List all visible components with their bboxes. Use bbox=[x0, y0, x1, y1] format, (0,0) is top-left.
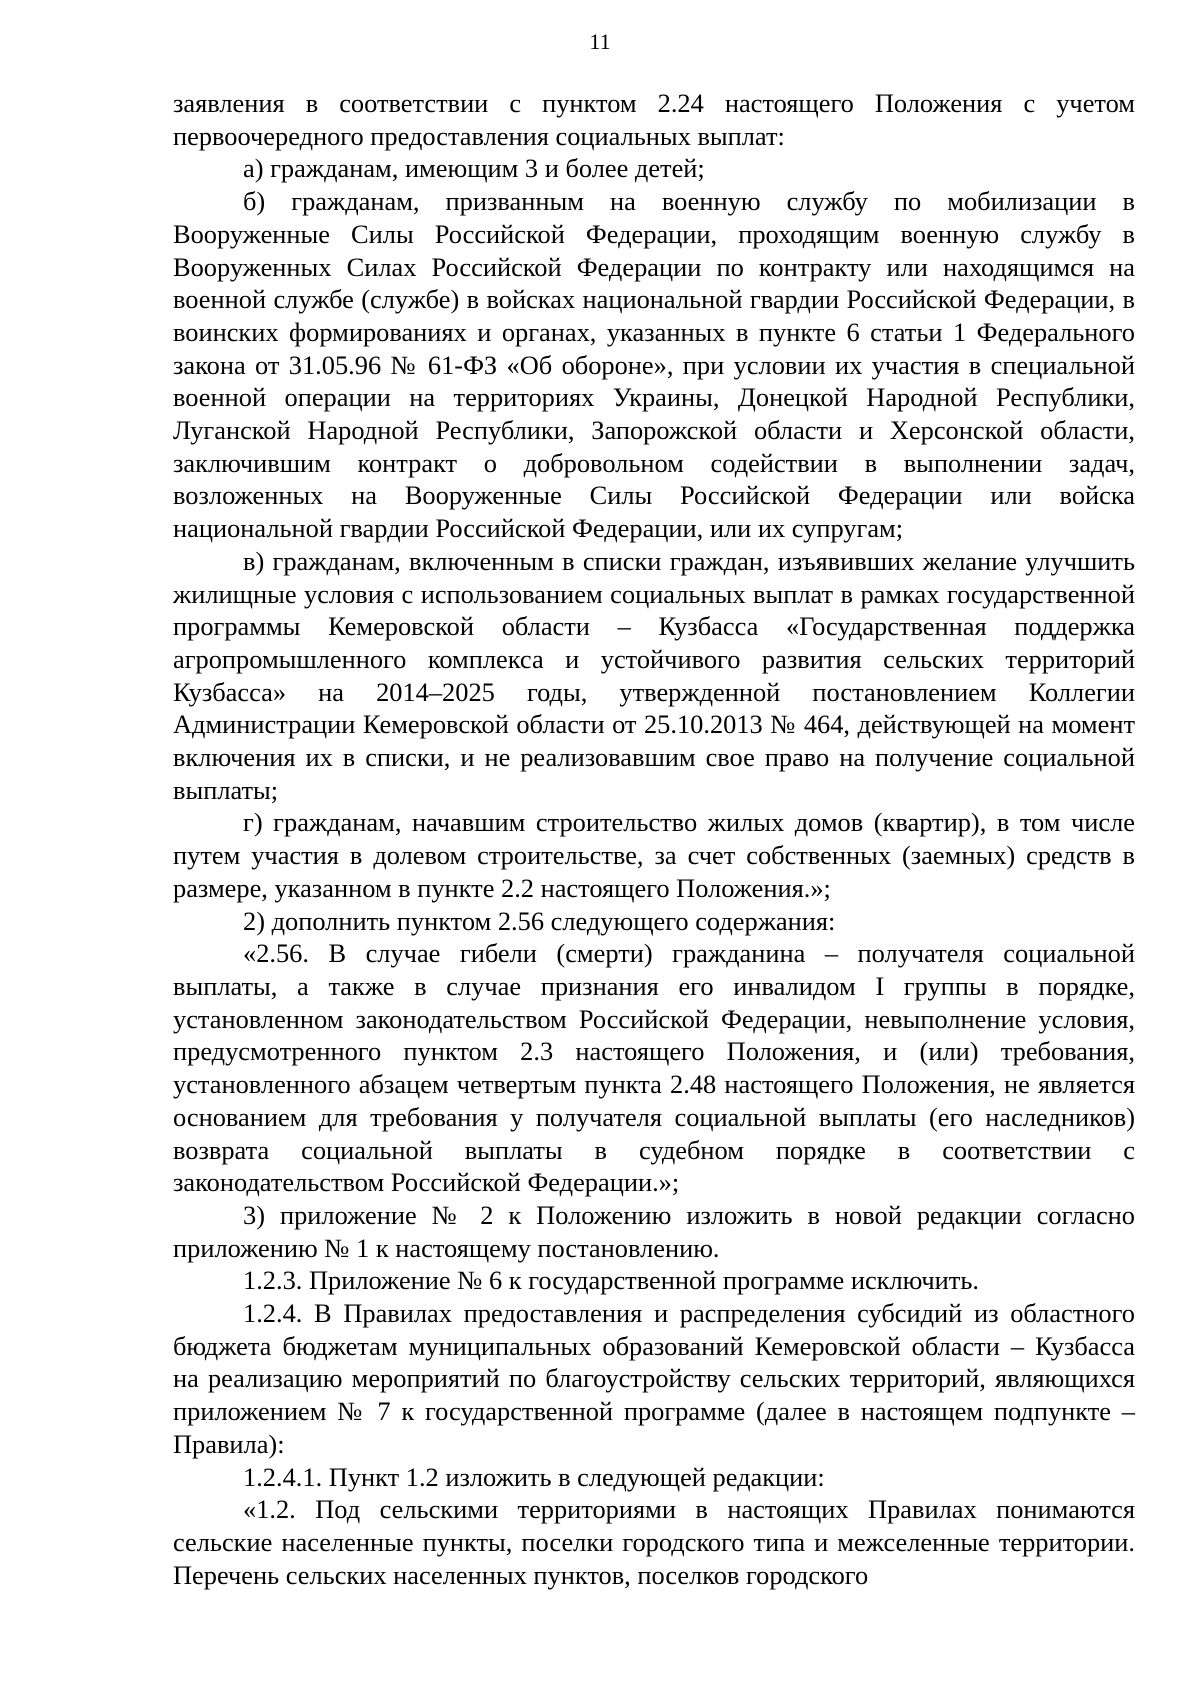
paragraph: 1.2.4. В Правилах предоставления и распределения субсидий из областного бюджета бюджетам муниципальных образований Кемеровской области – Кузбасса на реализацию мероприятий по благоустройству сельских территорий, являющихся приложением № 7 к государственной программе (далее в настоящем подпункте – Правила): bbox=[173, 1298, 1135, 1459]
paragraph: а) гражданам, имеющим 3 и более детей; bbox=[243, 153, 705, 184]
paragraph: 1.2.3. Приложение № 6 к государственной программе исключить. bbox=[243, 1265, 979, 1296]
paragraph: «1.2. Под сельскими территориями в настоящих Правилах понимаются сельские населенные пункты, поселки городского типа и межселенные территории. Перечень сельских населенных пунктов, поселков городского bbox=[173, 1494, 1135, 1590]
paragraph: г) гражданам, начавшим строительство жилых домов (квартир), в том числе путем участия в долевом строительстве, за счет собственных (заемных) средств в размере, указанном в пункте 2.2 настоящего Положения.»; bbox=[173, 807, 1135, 903]
paragraph: б) гражданам, призванным на военную службу по мобилизации в Вооруженные Силы Российской Федерации, проходящим военную службу в Вооруженных Силах Российской Федерации по контракту или находящимся на военной службе (службе) в войсках национальной гвардии Российской Федерации, в воинских формированиях и органах, указанных в пункте 6 статьи 1 Федерального закона от 31.05.96 № 61-ФЗ «Об обороне», при условии их участия в специальной военной операции на территориях Украины, Донецкой Народной Республики, Луганской Народной Республики, Запорожской области и Херсонской области, заключившим контракт о добровольном содействии в выполнении задач, возложенных на Вооруженные Силы Российской Федерации или войска национальной гвардии Российской Федерации, или их супругам; bbox=[173, 186, 1135, 544]
paragraph: 3) приложение № 2 к Положению изложить в новой редакции согласно приложению № 1 к настоящему постановлению. bbox=[173, 1199, 1135, 1263]
page-number: 11 bbox=[589, 29, 611, 54]
paragraph: 2) дополнить пунктом 2.56 следующего содержания: bbox=[243, 905, 836, 936]
paragraph: 1.2.4.1. Пункт 1.2 изложить в следующей редакции: bbox=[243, 1461, 825, 1492]
paragraph: в) гражданам, включенным в списки граждан, изъявивших желание улучшить жилищные условия с использованием социальных выплат в рамках государственной программы Кемеровской области – Кузбасса «Государственная поддержка агропромышленного комплекса и устойчивого развития сельских территорий Кузбасса» на 2014–2025 годы, утвержденной постановлением Коллегии Администрации Кемеровской области от 25.10.2013 № 464, действующей на момент включения их в списки, и не реализовавшим свое право на получение социальной выплаты; bbox=[173, 545, 1135, 805]
paragraph: «2.56. В случае гибели (смерти) гражданина – получателя социальной выплаты, а также в случае признания его инвалидом I группы в порядке, установленном законодательством Российской Федерации, невыполнение условия, предусмотренного пунктом 2.3 настоящего Положения, и (или) требования, установленного абзацем четвертым пункта 2.48 настоящего Положения, не является основанием для требования у получателя социальной выплаты (его наследников) возврата социальной выплаты в судебном порядке в соответствии с законодательством Российской Федерации.»; bbox=[173, 938, 1135, 1198]
document-body bbox=[173, 87, 1135, 1591]
paragraph: заявления в соответствии с пунктом 2.24 настоящего Положения с учетом первоочередного предоставления социальных выплат: bbox=[173, 88, 1135, 151]
